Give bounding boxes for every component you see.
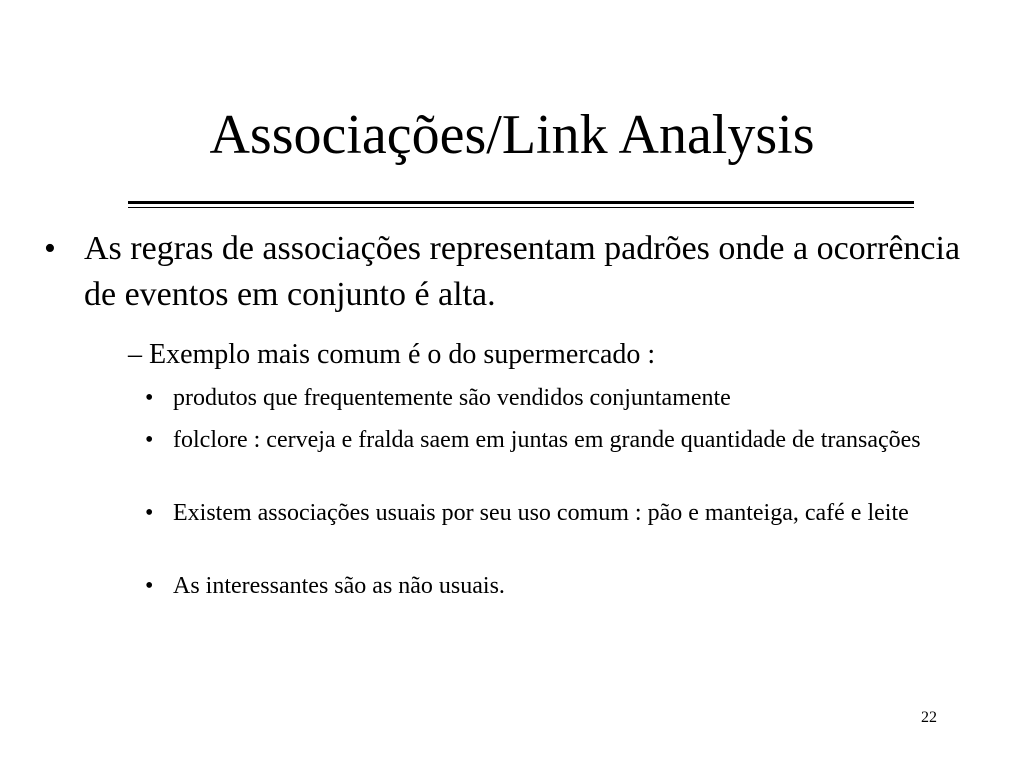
list-item-text: produtos que frequentemente são vendidos conjuntamente — [173, 385, 731, 411]
bullet-icon: • — [145, 573, 154, 599]
bullet-icon: • — [44, 230, 56, 267]
slide-title: Associações/Link Analysis — [209, 104, 815, 166]
list-item — [145, 425, 973, 455]
list-item-text: Existem associações usuais por seu uso comum : pão e manteiga, café e leite — [173, 500, 909, 526]
sub-bullet-point: – Exemplo mais comum é o do supermercado : — [128, 339, 656, 370]
list-item-text: As interessantes são as não usuais. — [173, 573, 505, 599]
list-item — [145, 498, 973, 528]
list-item — [145, 383, 973, 413]
bullet-icon: • — [145, 427, 154, 453]
list-item-text: folclore : cerveja e fralda saem em juntas em grande quantidade de transações — [173, 427, 921, 453]
bullet-icon: • — [145, 500, 154, 526]
title-underline-thick — [128, 201, 914, 204]
title-underline-thin — [128, 207, 914, 208]
list-item — [145, 571, 973, 601]
page-number: 22 — [921, 709, 937, 726]
main-bullet-point — [44, 226, 984, 318]
bullet-icon: • — [145, 385, 154, 411]
main-bullet-text: As regras de associações representam padrões onde a ocorrência de eventos em conjunto é alta. — [84, 230, 961, 313]
